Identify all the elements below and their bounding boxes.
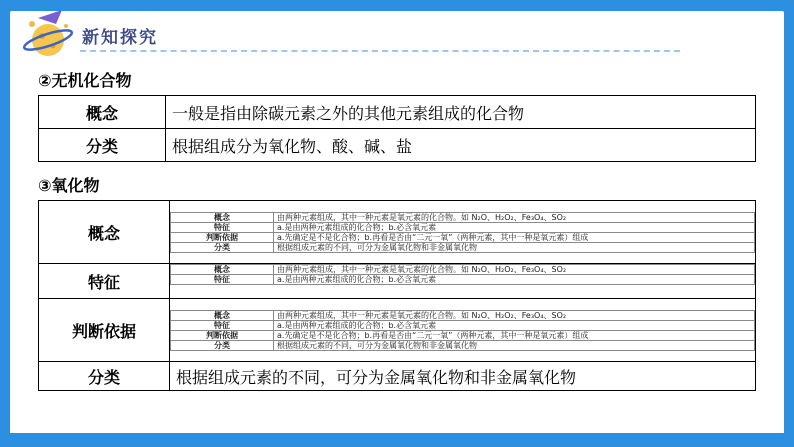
row-label: 分类 [39, 129, 166, 162]
row-value: 一般是指由除碳元素之外的其他元素组成的化合物 [166, 96, 756, 129]
nested-table-cell [170, 299, 756, 362]
nested-value: 根据组成元素的不同，可分为金属氧化物和非金属氧化物 [274, 242, 755, 252]
row-value: 根据组成分为氧化物、酸、碱、盐 [166, 129, 756, 162]
table-row [39, 129, 756, 162]
row-label: 特征 [39, 264, 170, 299]
nested-value: 根据组成元素的不同，可分为金属氧化物和非金属氧化物 [274, 340, 755, 350]
section2-heading: ③氧化物 [38, 176, 100, 195]
nested-label: 概念 [171, 212, 274, 222]
oxide-table [38, 200, 756, 391]
title-divider [80, 50, 680, 52]
nested-label: 分类 [171, 340, 274, 350]
nested-label: 概念 [171, 310, 274, 320]
bottom-bar [10, 433, 784, 447]
inorganic-compound-table [38, 95, 756, 162]
table-row [39, 201, 756, 264]
section1-heading: ②无机化合物 [38, 71, 132, 90]
table-row [39, 299, 756, 362]
nested-value: a.先确定是不是化合物；b.再看是否由“二元一氧”（两种元素，其中一种是氧元素）组成 [274, 232, 755, 242]
nested-value: a.是由两种元素组成的化合物；b.必含氧元素 [274, 275, 755, 285]
nested-table [170, 212, 755, 253]
nested-label: 概念 [171, 265, 274, 275]
nested-table-cell [170, 264, 756, 299]
nested-label: 特征 [171, 222, 274, 232]
table-row [39, 96, 756, 129]
row-label: 概念 [39, 96, 166, 129]
nested-label: 特征 [171, 320, 274, 330]
planet-logo-icon [20, 6, 74, 62]
nested-label: 判断依据 [171, 330, 274, 340]
nested-label: 判断依据 [171, 232, 274, 242]
nested-value: 由两种元素组成，其中一种元素是氧元素的化合物。如 N₂O、H₂O₂、Fe₃O₄、SO₂ [274, 212, 755, 222]
nested-value: a.先确定是不是化合物；b.再看是否由“二元一氧”（两种元素，其中一种是氧元素）组成 [274, 330, 755, 340]
table-row [39, 362, 756, 391]
nested-table [170, 264, 755, 285]
row-label: 概念 [39, 201, 170, 264]
row-value: 根据组成元素的不同，可分为金属氧化物和非金属氧化物 [170, 362, 756, 391]
page-title: 新知探究 [82, 28, 158, 48]
nested-value: a.是由两种元素组成的化合物；b.必含氧元素 [274, 222, 755, 232]
nested-table-cell [170, 201, 756, 264]
nested-value: 由两种元素组成，其中一种元素是氧元素的化合物。如 N₂O、H₂O₂、Fe₃O₄、SO₂ [274, 265, 755, 275]
nested-value: 由两种元素组成，其中一种元素是氧元素的化合物。如 N₂O、H₂O₂、Fe₃O₄、SO₂ [274, 310, 755, 320]
nested-label: 分类 [171, 242, 274, 252]
nested-value: a.是由两种元素组成的化合物；b.必含氧元素 [274, 320, 755, 330]
row-label: 分类 [39, 362, 170, 391]
nested-table [170, 310, 755, 351]
table-row [39, 264, 756, 299]
nested-label: 特征 [171, 275, 274, 285]
row-label: 判断依据 [39, 299, 170, 362]
